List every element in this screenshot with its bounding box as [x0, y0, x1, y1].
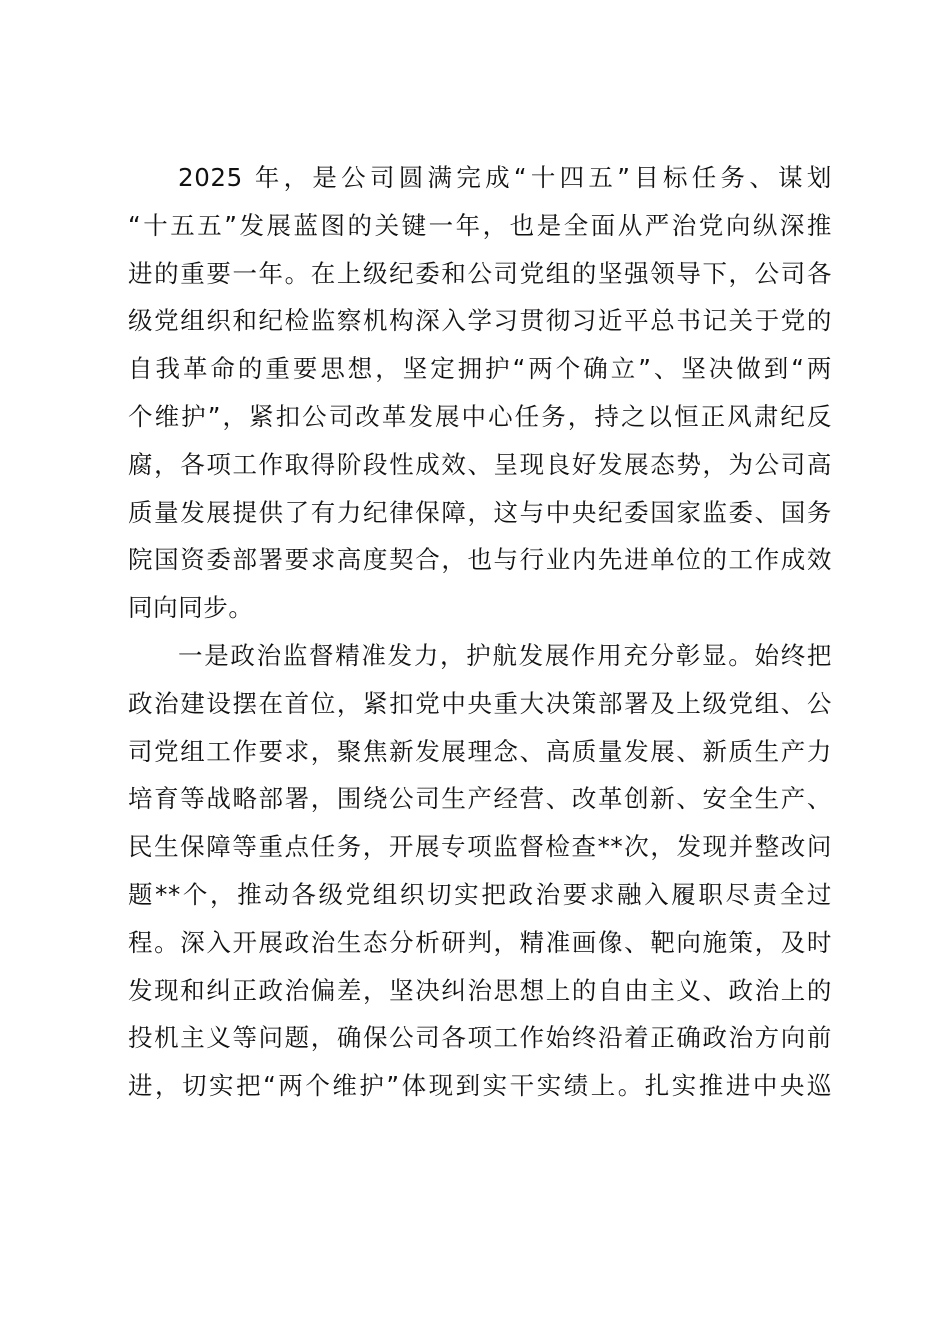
text-line: 进的重要一年。在上级纪委和公司党组的坚强领导下，公司各: [128, 258, 832, 288]
text-line: 政治建设摆在首位，紧扣党中央重大决策部署及上级党组、公: [128, 688, 832, 718]
text-line: 培育等战略部署，围绕公司生产经营、改革创新、安全生产、: [128, 784, 832, 814]
paragraph-point-one: [128, 632, 832, 1110]
text-line: 级党组织和纪检监察机构深入学习贯彻习近平总书记关于党的: [128, 306, 832, 336]
text-line: 发现和纠正政治偏差，坚决纠治思想上的自由主义、政治上的: [128, 975, 832, 1005]
paragraph-intro: [128, 154, 832, 632]
text-line: 投机主义等问题，确保公司各项工作始终沿着正确政治方向前: [128, 1023, 832, 1053]
text-line: 进，切实把“两个维护”体现到实干实绩上。扎实推进中央巡: [128, 1071, 832, 1101]
text-line: 2025 年，是公司圆满完成“十四五”目标任务、谋划: [178, 163, 832, 192]
text-line: 民生保障等重点任务，开展专项监督检查**次，发现并整改问: [128, 832, 832, 862]
text-line: 同向同步。: [128, 593, 254, 623]
text-line: 司党组工作要求，聚焦新发展理念、高质量发展、新质生产力: [128, 736, 832, 766]
text-line: 自我革命的重要思想，坚定拥护“两个确立”、坚决做到“两: [128, 354, 832, 384]
text-line: 个维护”，紧扣公司改革发展中心任务，持之以恒正风肃纪反: [128, 401, 832, 431]
text-line: 院国资委部署要求高度契合，也与行业内先进单位的工作成效: [128, 545, 832, 575]
document-body: [128, 154, 832, 1110]
text-line: “十五五”发展蓝图的关键一年，也是全面从严治党向纵深推: [128, 210, 832, 240]
text-line: 腐，各项工作取得阶段性成效、呈现良好发展态势，为公司高: [128, 449, 832, 479]
text-line: 质量发展提供了有力纪律保障，这与中央纪委国家监委、国务: [128, 497, 832, 527]
text-line: 程。深入开展政治生态分析研判，精准画像、靶向施策，及时: [128, 927, 832, 957]
text-line: 题**个，推动各级党组织切实把政治要求融入履职尽责全过: [128, 879, 832, 909]
text-line: 一是政治监督精准发力，护航发展作用充分彰显。始终把: [178, 640, 832, 670]
